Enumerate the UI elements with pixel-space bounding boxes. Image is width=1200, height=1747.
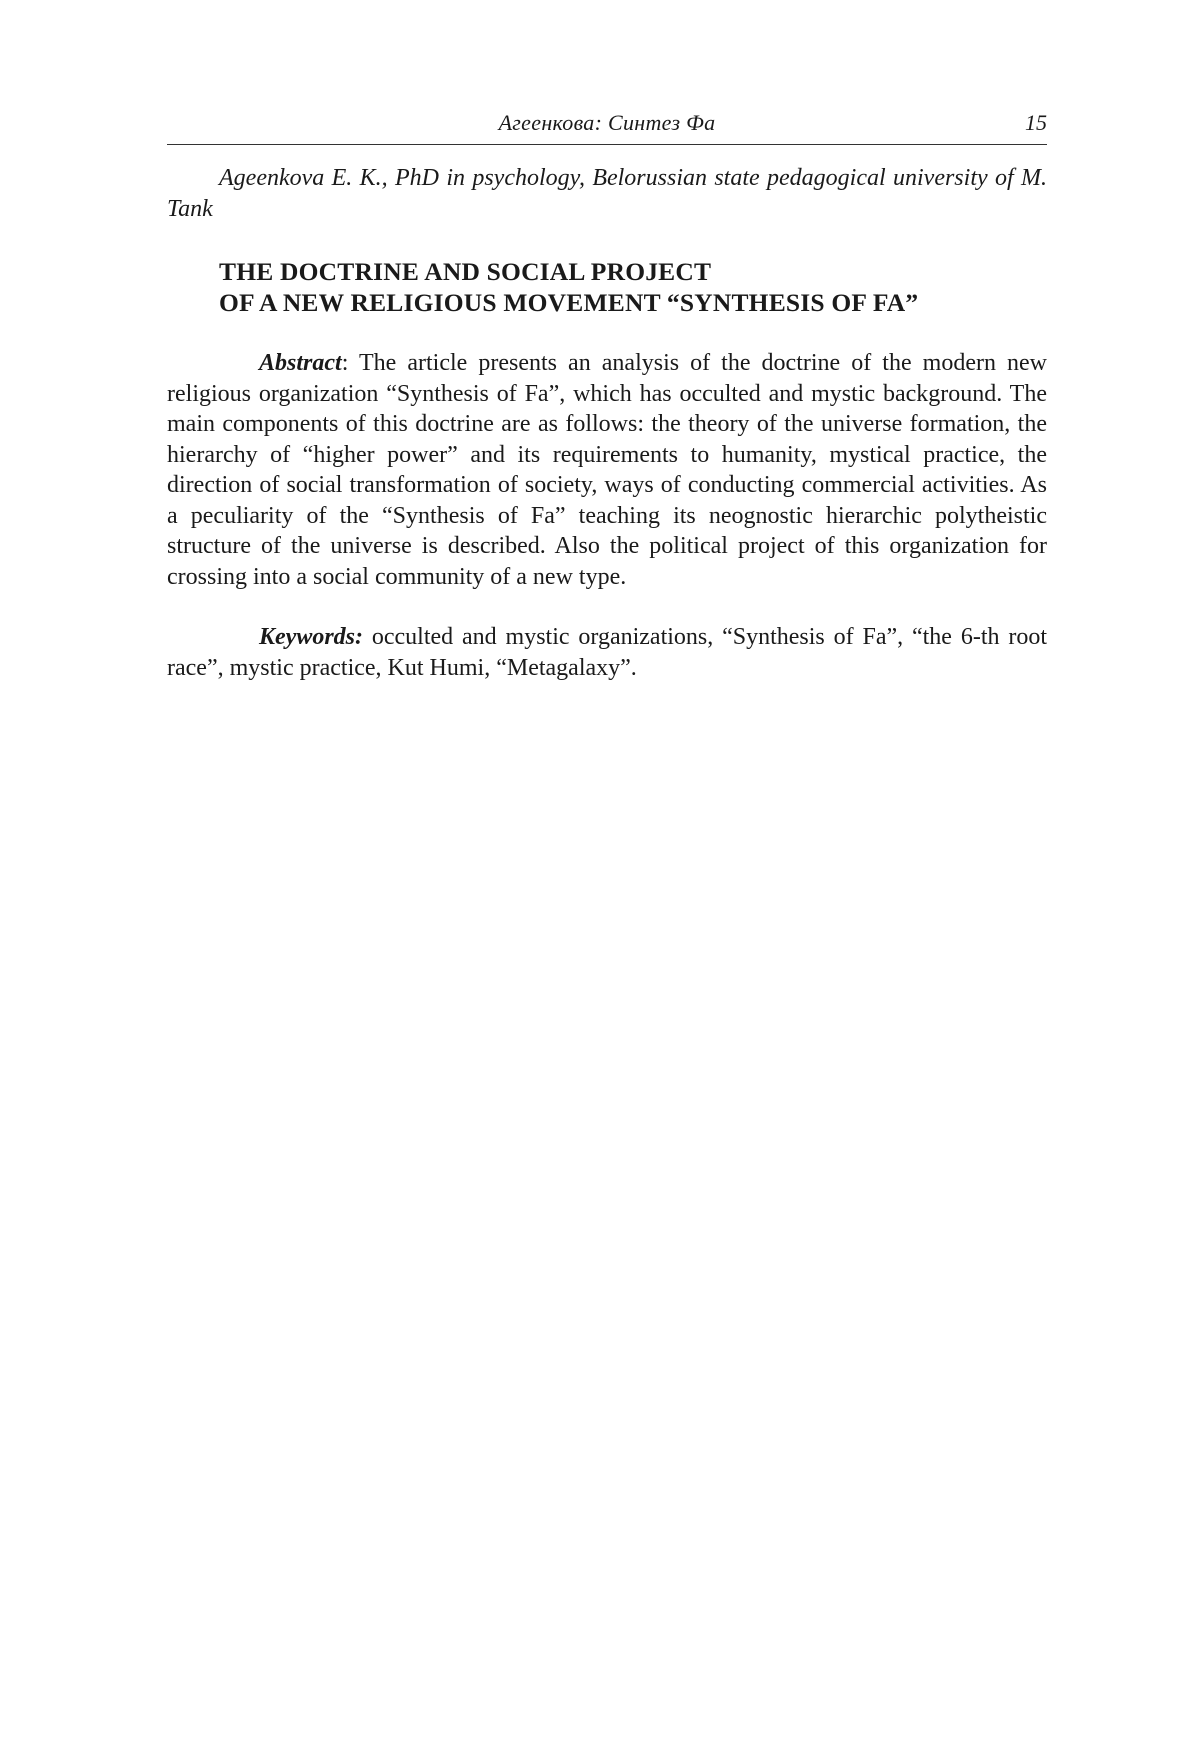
running-title: Агеенкова: Синтез Фа <box>167 110 1047 136</box>
abstract-paragraph <box>167 348 1047 592</box>
page-number: 15 <box>1025 110 1047 136</box>
abstract-label: Abstract <box>259 350 342 376</box>
keywords-paragraph <box>167 622 1047 683</box>
abstract-text: The article presents an analysis of the doctrine of the modern new religious organization “Synthesis of Fa”, which has occulted and mystic background. The main components of this doctrine are as follows: the theory of the universe formation, the hierarchy of “higher power” and its requirements to humanity, mystical practice, the direction of social transformation of society, ways of conducting commercial activities. As a peculiarity of the “Synthesis of Fa” teaching its neognostic hierarchic polytheistic structure of the universe is described. Also the political project of this organization for crossing into a social community of a new type. <box>167 350 1047 590</box>
article-title-line-1: THE DOCTRINE AND SOCIAL PROJECT <box>219 256 1047 287</box>
keywords-text: occulted and mystic organizations, “Synthesis of Fa”, “the 6-th root race”, mystic practice, Kut Humi, “Metagalaxy”. <box>167 624 1047 681</box>
abstract-separator: : <box>342 350 359 376</box>
keywords-label: Keywords: <box>259 624 363 650</box>
article-title-line-2: OF A NEW RELIGIOUS MOVEMENT “SYNTHESIS OF FA” <box>219 287 1047 318</box>
article-title <box>219 256 1047 318</box>
running-header <box>167 108 1047 145</box>
author-affiliation: Ageenkova E. K., PhD in psychology, Belorussian state pedagogical university of M. Tank <box>167 163 1047 225</box>
